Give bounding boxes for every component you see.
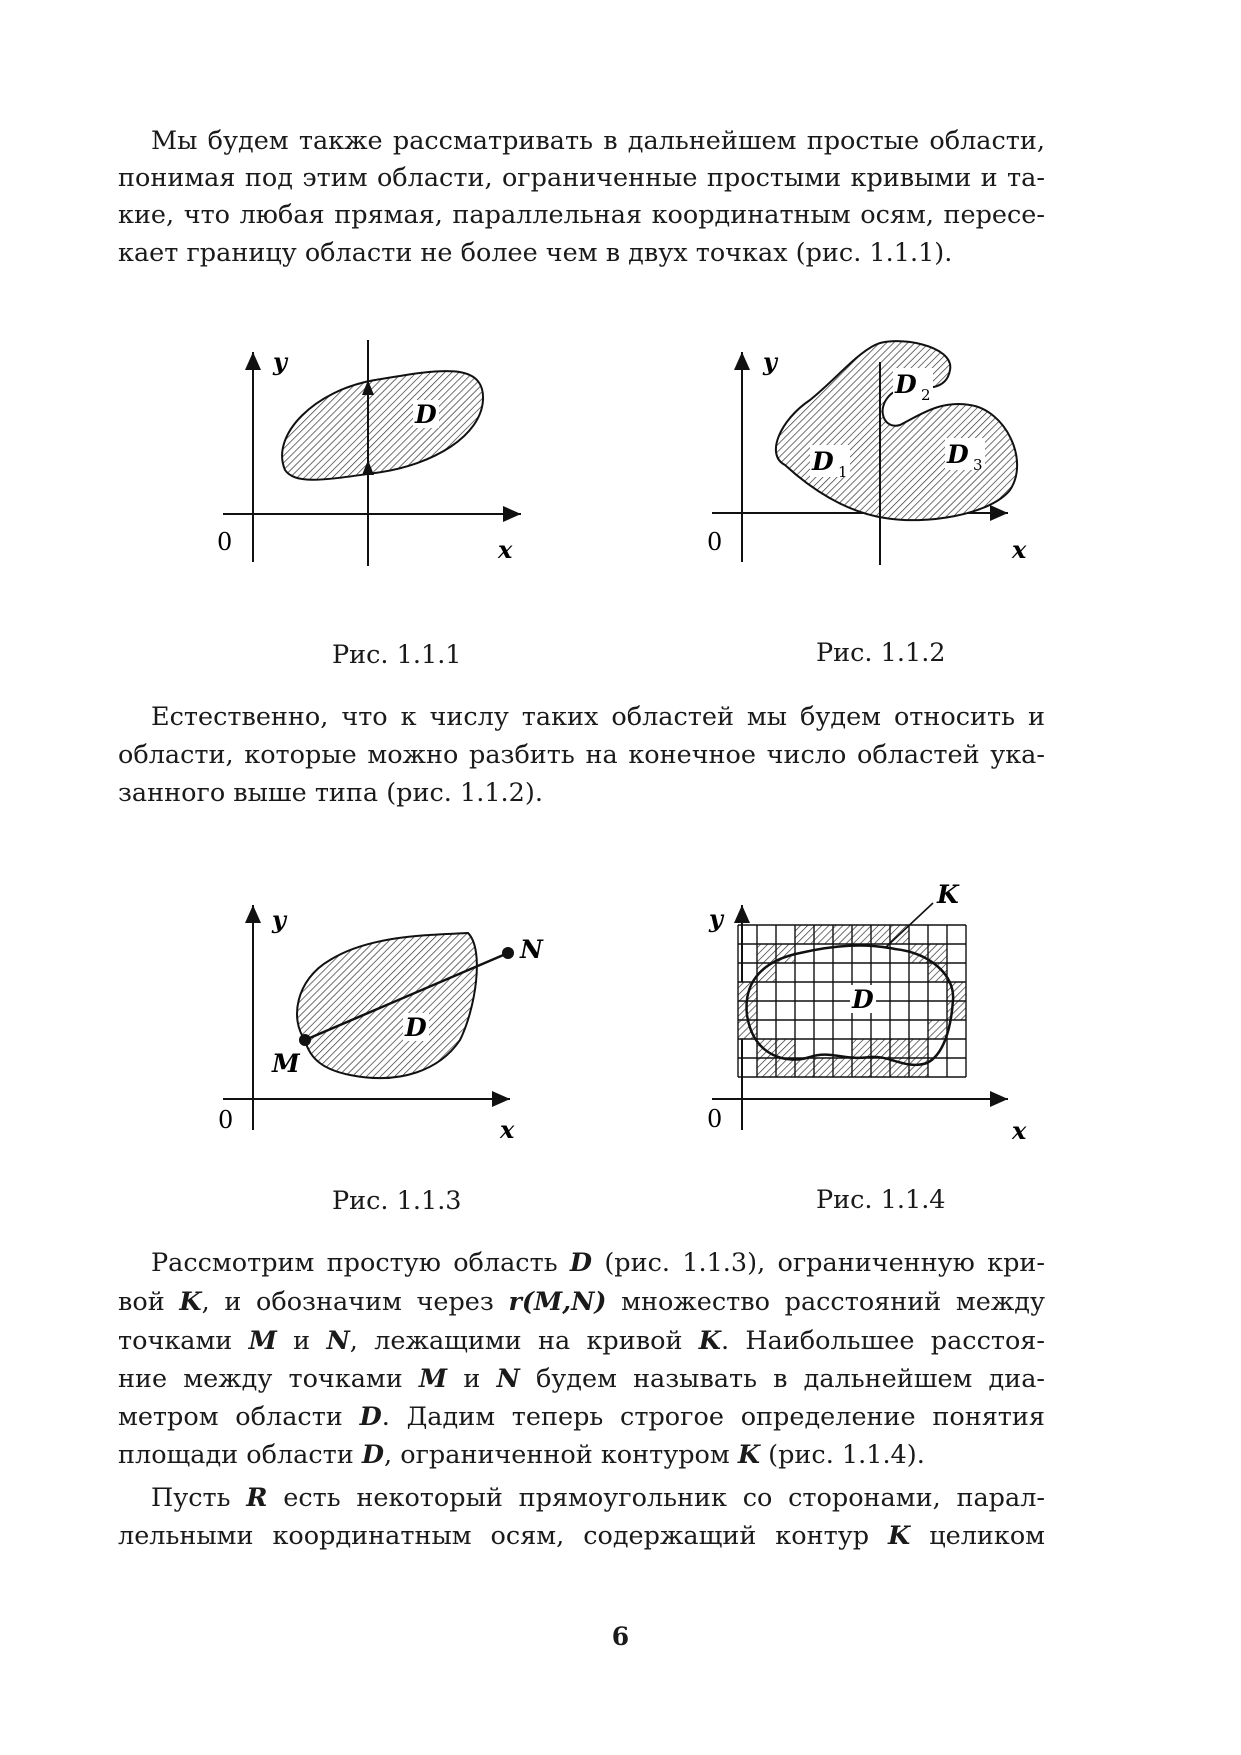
fig1-region-label: D [415,400,437,429]
fig1-x-label: x [498,535,513,564]
fig2-d1-subscript: 1 [838,463,848,481]
figure-1-1-3 [220,890,550,1150]
fig1-origin: 0 [217,528,233,556]
fig2-d2-label: D [895,370,917,399]
fig2-d2-subscript: 2 [921,386,931,404]
para4-line1: Пусть R есть некоторый прямоугольник со сторонами, парал- [151,1483,1046,1513]
figure-1-1-2 [705,340,1050,600]
page-number: 6 [611,1622,630,1651]
para2-line1: Естественно, что к числу таких областей мы будем относить и [151,702,1045,732]
para2-line2: области, которые можно разбить на конечное число областей ука- [118,740,1045,770]
fig2-d3-label: D [947,440,969,469]
fig2-d3-subscript: 3 [973,456,983,474]
fig4-y-label: y [709,904,723,933]
fig3-n-label: N [520,935,543,964]
figure-1-1-1 [215,340,545,600]
para3-line6: площади области D, ограниченной контуром K (рис. 1.1.4). [118,1440,925,1470]
para3-line1: Рассмотрим простую область D (рис. 1.1.3), ограниченную кри- [151,1248,1046,1278]
caption-1-1-3: Рис. 1.1.3 [332,1186,462,1216]
para1-line1: Мы будем также рассматривать в дальнейшем простые области, [151,126,1045,156]
fig4-k-label: K [937,880,959,909]
fig2-d1-label: D [812,447,834,476]
fig4-x-label: x [1012,1116,1027,1145]
fig2-origin: 0 [707,528,723,556]
fig3-region-label: D [405,1013,427,1042]
fig3-origin: 0 [218,1106,234,1134]
fig1-y-label: y [273,347,287,376]
para3-line2: вой K, и обозначим через r(M,N) множество расстояний между [118,1287,1045,1317]
para3-line4: ние между точками M и N будем называть в дальнейшем диа- [118,1364,1046,1394]
caption-1-1-1: Рис. 1.1.1 [332,640,462,670]
para1-line2: понимая под этим области, ограниченные простыми кривыми и та- [118,163,1045,193]
para3-line5: метром области D. Дадим теперь строгое определение понятия [118,1402,1046,1432]
fig2-y-label: y [763,347,777,376]
para1-line3: кие, что любая прямая, параллельная координатным осям, пересе- [118,200,1045,230]
fig3-m-label: M [272,1049,300,1078]
fig3-y-label: y [272,905,286,934]
caption-1-1-4: Рис. 1.1.4 [816,1185,946,1215]
para3-line3: точками M и N, лежащими на кривой K. Наибольшее расстоя- [118,1326,1046,1356]
para2-line3: занного выше типа (рис. 1.1.2). [118,778,543,808]
fig4-region-label: D [852,985,874,1014]
fig2-x-label: x [1012,535,1027,564]
para1-line4: кает границу области не более чем в двух точках (рис. 1.1.1). [118,238,953,268]
fig4-origin: 0 [707,1105,723,1133]
figure-1-1-4 [705,865,1050,1145]
para4-line2: лельными координатным осям, содержащий контур K целиком [118,1521,1046,1551]
fig3-x-label: x [500,1115,515,1144]
caption-1-1-2: Рис. 1.1.2 [816,638,946,668]
